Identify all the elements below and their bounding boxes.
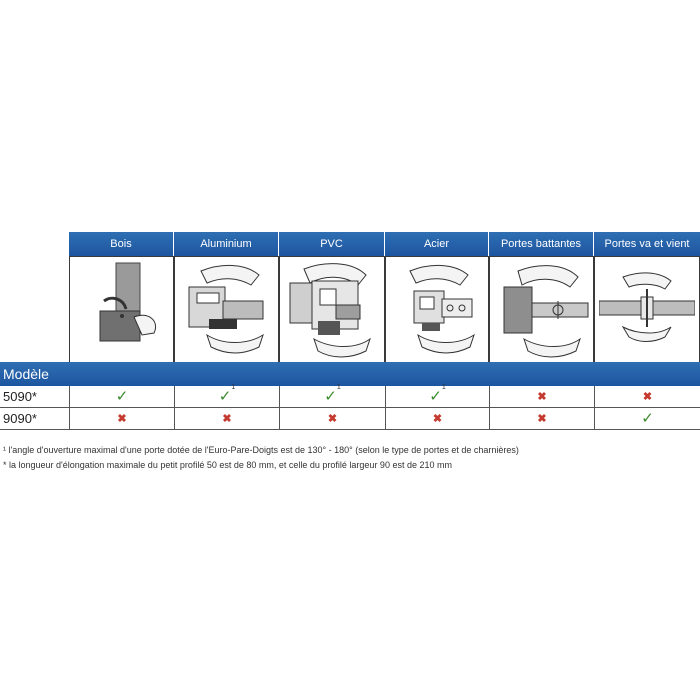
footnote-opening-angle: ¹ l'angle d'ouverture maximal d'une porte dotée de l'Euro-Pare-Doigts est de 130° - 180° (selon le type de portes et de charnières)	[3, 445, 519, 455]
compatibility-cell	[69, 386, 174, 408]
column-header-pvc: PVC	[279, 232, 385, 256]
compatibility-cell	[489, 408, 594, 430]
compatibility-cell	[279, 408, 385, 430]
check-icon: ✓	[429, 388, 442, 405]
cross-icon: ✖	[117, 413, 127, 425]
compatibility-cell	[69, 408, 174, 430]
model-header-label: Modèle	[3, 366, 49, 382]
column-header-aluminium: Aluminium	[174, 232, 279, 256]
cross-icon: ✖	[537, 391, 547, 403]
check-icon: ✓	[324, 388, 337, 405]
check-icon: ✓	[218, 388, 232, 405]
compatibility-cell	[594, 386, 700, 408]
cross-icon: ✖	[537, 413, 547, 425]
column-header-portes-battantes: Portes battantes	[489, 232, 594, 256]
footnote-marker: 1	[336, 384, 341, 391]
compatibility-cell	[174, 408, 279, 430]
compatibility-cell	[489, 386, 594, 408]
compatibility-cell	[174, 386, 279, 408]
column-header-acier: Acier	[385, 232, 489, 256]
footnote-elongation: * la longueur d'élongation maximale du petit profilé 50 est de 80 mm, et celle du profilé largeur 90 est de 210 mm	[3, 460, 452, 470]
cross-icon: ✖	[432, 413, 443, 425]
model-header-bar	[0, 362, 700, 386]
compatibility-cell	[385, 408, 489, 430]
column-header-portes-va-et-vient: Portes va et vient	[594, 232, 700, 256]
cross-icon: ✖	[327, 413, 338, 425]
footnotes	[3, 445, 519, 475]
table-row	[0, 386, 700, 408]
footnote-marker: 1	[231, 384, 236, 391]
check-icon: ✓	[641, 410, 654, 427]
footnote-marker: 1	[441, 384, 446, 391]
check-icon: ✓	[115, 388, 129, 405]
column-header-row	[69, 232, 700, 256]
compatibility-cell	[279, 386, 385, 408]
model-name: 5090*	[3, 389, 37, 404]
model-name: 9090*	[3, 411, 37, 426]
table-row	[0, 408, 700, 430]
cross-icon: ✖	[222, 413, 232, 425]
compatibility-cell	[594, 408, 700, 430]
cross-icon: ✖	[642, 391, 653, 403]
compatibility-cell	[385, 386, 489, 408]
column-header-bois: Bois	[69, 232, 174, 256]
